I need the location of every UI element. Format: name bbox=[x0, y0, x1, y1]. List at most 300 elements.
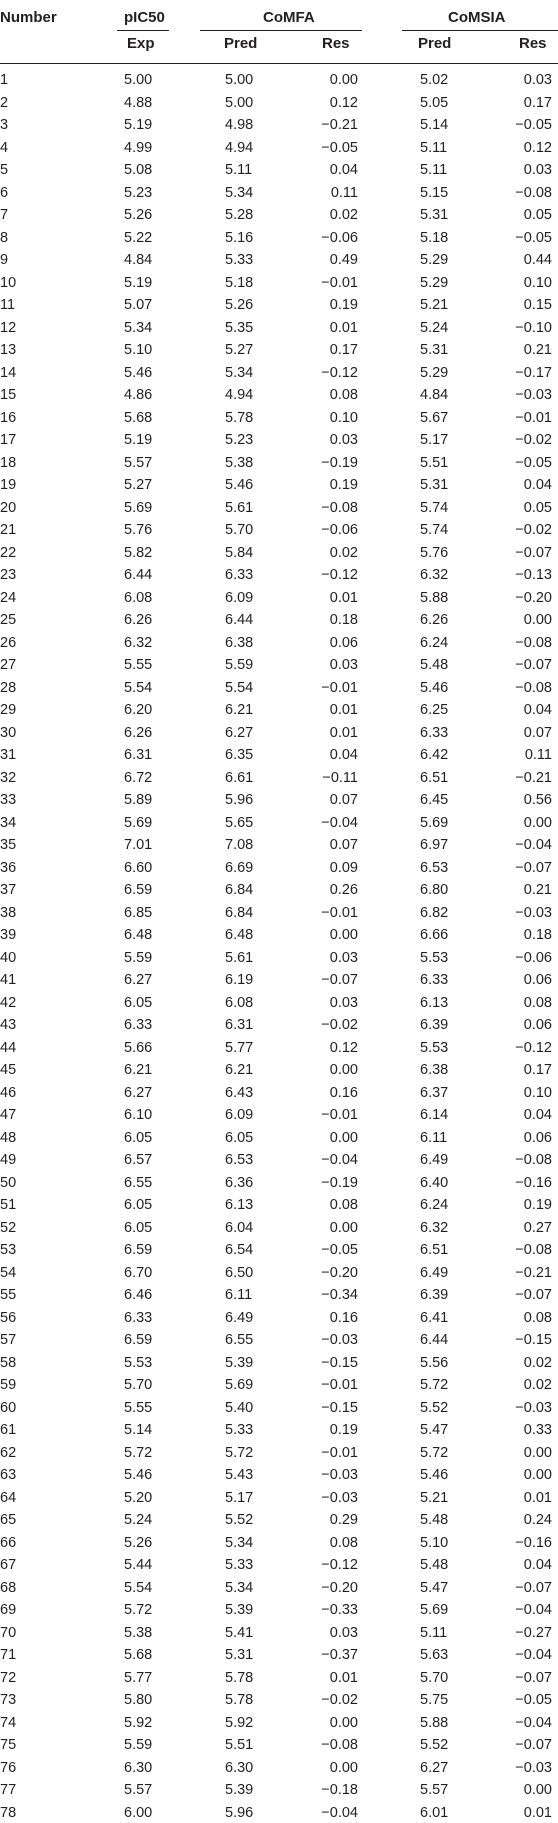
cell-comsia-pred: 6.39 bbox=[420, 1017, 448, 1033]
cell-pic50-exp: 5.19 bbox=[124, 432, 152, 448]
cell-number: 66 bbox=[0, 1535, 16, 1551]
cell-comsia-pred: 5.67 bbox=[420, 410, 448, 426]
cell-number: 28 bbox=[0, 680, 16, 696]
cell-comsia-pred: 6.97 bbox=[420, 837, 448, 853]
cell-comsia-pred: 6.33 bbox=[420, 725, 448, 741]
cell-number: 32 bbox=[0, 770, 16, 786]
cell-pic50-exp: 5.27 bbox=[124, 477, 152, 493]
cell-pic50-exp: 5.08 bbox=[124, 162, 152, 178]
table-row bbox=[0, 1171, 558, 1194]
cell-number: 60 bbox=[0, 1400, 16, 1416]
cell-comfa-pred: 6.55 bbox=[225, 1332, 253, 1348]
cell-number: 9 bbox=[0, 252, 8, 268]
cell-pic50-exp: 5.89 bbox=[124, 792, 152, 808]
cell-comsia-pred: 5.72 bbox=[420, 1445, 448, 1461]
cell-comfa-res: 0.06 bbox=[310, 635, 358, 651]
table-row bbox=[0, 698, 558, 721]
cell-pic50-exp: 6.05 bbox=[124, 1220, 152, 1236]
cell-comfa-res: −0.06 bbox=[310, 230, 358, 246]
cell-comsia-pred: 6.45 bbox=[420, 792, 448, 808]
cell-pic50-exp: 6.60 bbox=[124, 860, 152, 876]
cell-comfa-res: −0.01 bbox=[310, 1377, 358, 1393]
table-body bbox=[0, 68, 558, 1823]
cell-comsia-pred: 5.02 bbox=[420, 72, 448, 88]
table-row bbox=[0, 676, 558, 699]
cell-comsia-res: 0.03 bbox=[500, 72, 552, 88]
cell-pic50-exp: 5.07 bbox=[124, 297, 152, 313]
cell-comfa-pred: 5.35 bbox=[225, 320, 253, 336]
cell-comfa-res: 0.17 bbox=[310, 342, 358, 358]
cell-comfa-res: −0.07 bbox=[310, 972, 358, 988]
table-row bbox=[0, 1058, 558, 1081]
cell-comsia-res: 0.19 bbox=[500, 1197, 552, 1213]
cell-comfa-pred: 6.04 bbox=[225, 1220, 253, 1236]
table-row bbox=[0, 383, 558, 406]
cell-comfa-res: 0.00 bbox=[310, 927, 358, 943]
cell-number: 15 bbox=[0, 387, 16, 403]
cell-number: 70 bbox=[0, 1625, 16, 1641]
cell-comfa-res: 0.03 bbox=[310, 432, 358, 448]
cell-comsia-res: 0.08 bbox=[500, 995, 552, 1011]
cell-comsia-pred: 5.56 bbox=[420, 1355, 448, 1371]
table-row bbox=[0, 1396, 558, 1419]
cell-comsia-pred: 6.24 bbox=[420, 1197, 448, 1213]
cell-pic50-exp: 5.68 bbox=[124, 410, 152, 426]
header-number: Number bbox=[0, 9, 57, 27]
table-row bbox=[0, 1373, 558, 1396]
cell-number: 59 bbox=[0, 1377, 16, 1393]
cell-comfa-res: 0.09 bbox=[310, 860, 358, 876]
cell-number: 56 bbox=[0, 1310, 16, 1326]
cell-comsia-res: 0.56 bbox=[500, 792, 552, 808]
cell-comsia-res: −0.03 bbox=[500, 1760, 552, 1776]
table-row bbox=[0, 1531, 558, 1554]
cell-pic50-exp: 6.26 bbox=[124, 725, 152, 741]
cell-comfa-pred: 4.98 bbox=[225, 117, 253, 133]
cell-comsia-pred: 5.52 bbox=[420, 1400, 448, 1416]
cell-comfa-pred: 5.92 bbox=[225, 1715, 253, 1731]
cell-comsia-res: −0.07 bbox=[500, 1670, 552, 1686]
cell-comfa-res: 0.00 bbox=[310, 1062, 358, 1078]
cell-number: 76 bbox=[0, 1760, 16, 1776]
cell-pic50-exp: 5.57 bbox=[124, 455, 152, 471]
cell-comfa-pred: 5.17 bbox=[225, 1490, 253, 1506]
cell-comfa-res: 0.03 bbox=[310, 950, 358, 966]
cell-comsia-pred: 5.70 bbox=[420, 1670, 448, 1686]
cell-comfa-pred: 5.38 bbox=[225, 455, 253, 471]
cell-comfa-pred: 6.21 bbox=[225, 1062, 253, 1078]
cell-number: 46 bbox=[0, 1085, 16, 1101]
cell-number: 14 bbox=[0, 365, 16, 381]
cell-comfa-pred: 6.27 bbox=[225, 725, 253, 741]
cell-comsia-res: 0.44 bbox=[500, 252, 552, 268]
cell-comsia-pred: 6.39 bbox=[420, 1287, 448, 1303]
cell-number: 21 bbox=[0, 522, 16, 538]
cell-comsia-res: −0.04 bbox=[500, 1602, 552, 1618]
cell-pic50-exp: 5.38 bbox=[124, 1625, 152, 1641]
cell-comfa-pred: 5.39 bbox=[225, 1602, 253, 1618]
cell-number: 47 bbox=[0, 1107, 16, 1123]
cell-comfa-pred: 6.54 bbox=[225, 1242, 253, 1258]
table-row bbox=[0, 743, 558, 766]
cell-comfa-pred: 6.11 bbox=[225, 1287, 252, 1303]
table-row bbox=[0, 451, 558, 474]
cell-pic50-exp: 5.82 bbox=[124, 545, 152, 561]
cell-comfa-res: 0.19 bbox=[310, 297, 358, 313]
table-row bbox=[0, 428, 558, 451]
cell-comsia-res: 0.21 bbox=[500, 342, 552, 358]
cell-comfa-pred: 6.84 bbox=[225, 905, 253, 921]
header-rule bbox=[0, 63, 558, 64]
cell-comfa-pred: 6.13 bbox=[225, 1197, 253, 1213]
cell-pic50-exp: 6.27 bbox=[124, 1085, 152, 1101]
cell-pic50-exp: 6.20 bbox=[124, 702, 152, 718]
cell-pic50-exp: 5.59 bbox=[124, 950, 152, 966]
cell-comfa-res: −0.34 bbox=[310, 1287, 358, 1303]
cell-comsia-res: −0.05 bbox=[500, 1692, 552, 1708]
cell-number: 45 bbox=[0, 1062, 16, 1078]
cell-comsia-pred: 5.47 bbox=[420, 1422, 448, 1438]
table-row bbox=[0, 878, 558, 901]
cell-pic50-exp: 6.59 bbox=[124, 882, 152, 898]
cell-pic50-exp: 5.34 bbox=[124, 320, 152, 336]
cell-number: 27 bbox=[0, 657, 16, 673]
cell-comfa-res: 0.10 bbox=[310, 410, 358, 426]
cell-pic50-exp: 5.00 bbox=[124, 72, 152, 88]
cell-comsia-res: −0.08 bbox=[500, 1152, 552, 1168]
table-row bbox=[0, 1508, 558, 1531]
cell-comsia-pred: 5.21 bbox=[420, 297, 448, 313]
table-row bbox=[0, 226, 558, 249]
cell-comfa-res: 0.18 bbox=[310, 612, 358, 628]
cell-comfa-res: −0.21 bbox=[310, 117, 358, 133]
cell-pic50-exp: 6.57 bbox=[124, 1152, 152, 1168]
cell-comfa-res: −0.19 bbox=[310, 455, 358, 471]
cell-comsia-res: 0.10 bbox=[500, 1085, 552, 1101]
cell-pic50-exp: 5.72 bbox=[124, 1445, 152, 1461]
cell-pic50-exp: 6.33 bbox=[124, 1017, 152, 1033]
cell-number: 50 bbox=[0, 1175, 16, 1191]
table-row bbox=[0, 1801, 558, 1823]
cell-comsia-pred: 6.42 bbox=[420, 747, 448, 763]
cell-comfa-pred: 5.33 bbox=[225, 252, 253, 268]
cell-comsia-res: 0.12 bbox=[500, 140, 552, 156]
cell-comfa-res: −0.05 bbox=[310, 140, 358, 156]
cell-comsia-res: 0.06 bbox=[500, 1017, 552, 1033]
cell-comsia-pred: 5.63 bbox=[420, 1647, 448, 1663]
header-comfa: CoMFA bbox=[263, 9, 315, 27]
cell-comfa-pred: 5.84 bbox=[225, 545, 253, 561]
cell-comsia-res: −0.27 bbox=[500, 1625, 552, 1641]
cell-number: 37 bbox=[0, 882, 16, 898]
cell-number: 64 bbox=[0, 1490, 16, 1506]
cell-comfa-pred: 4.94 bbox=[225, 140, 253, 156]
cell-comfa-res: −0.20 bbox=[310, 1580, 358, 1596]
cell-comsia-res: −0.07 bbox=[500, 657, 552, 673]
cell-comfa-res: 0.16 bbox=[310, 1085, 358, 1101]
cell-comsia-res: 0.01 bbox=[500, 1490, 552, 1506]
cell-comsia-res: −0.17 bbox=[500, 365, 552, 381]
cell-comfa-pred: 6.09 bbox=[225, 590, 253, 606]
cell-number: 12 bbox=[0, 320, 16, 336]
table-row bbox=[0, 113, 558, 136]
cell-comsia-res: −0.06 bbox=[500, 950, 552, 966]
cell-comfa-res: 0.08 bbox=[310, 1197, 358, 1213]
table-row bbox=[0, 1103, 558, 1126]
cell-comfa-res: −0.02 bbox=[310, 1692, 358, 1708]
cell-comfa-pred: 6.35 bbox=[225, 747, 253, 763]
cell-comsia-pred: 5.11 bbox=[420, 162, 447, 178]
cell-comsia-pred: 5.88 bbox=[420, 1715, 448, 1731]
cell-comsia-pred: 6.66 bbox=[420, 927, 448, 943]
cell-comsia-pred: 5.51 bbox=[420, 455, 448, 471]
cell-number: 48 bbox=[0, 1130, 16, 1146]
cell-comfa-pred: 5.33 bbox=[225, 1557, 253, 1573]
table-row bbox=[0, 541, 558, 564]
cell-comfa-res: 0.07 bbox=[310, 837, 358, 853]
cell-comfa-res: 0.12 bbox=[310, 95, 358, 111]
cell-comfa-pred: 5.39 bbox=[225, 1782, 253, 1798]
cell-pic50-exp: 5.54 bbox=[124, 1580, 152, 1596]
cell-comfa-pred: 6.36 bbox=[225, 1175, 253, 1191]
cell-number: 49 bbox=[0, 1152, 16, 1168]
table-row bbox=[0, 1328, 558, 1351]
cell-pic50-exp: 4.99 bbox=[124, 140, 152, 156]
cell-comsia-pred: 5.24 bbox=[420, 320, 448, 336]
cell-comsia-res: −0.08 bbox=[500, 680, 552, 696]
cell-pic50-exp: 6.08 bbox=[124, 590, 152, 606]
cell-number: 11 bbox=[0, 297, 15, 313]
cell-comsia-res: 0.05 bbox=[500, 207, 552, 223]
cell-number: 63 bbox=[0, 1467, 16, 1483]
cell-comsia-pred: 5.74 bbox=[420, 500, 448, 516]
table-row bbox=[0, 316, 558, 339]
cell-comsia-res: 0.07 bbox=[500, 725, 552, 741]
cell-comfa-res: 0.00 bbox=[310, 1130, 358, 1146]
cell-comfa-pred: 5.72 bbox=[225, 1445, 253, 1461]
cell-comsia-res: 0.04 bbox=[500, 702, 552, 718]
cell-pic50-exp: 5.44 bbox=[124, 1557, 152, 1573]
cell-comsia-pred: 6.53 bbox=[420, 860, 448, 876]
cell-number: 10 bbox=[0, 275, 16, 291]
cell-number: 68 bbox=[0, 1580, 16, 1596]
cell-comfa-res: 0.04 bbox=[310, 747, 358, 763]
cell-comsia-pred: 5.11 bbox=[420, 140, 447, 156]
cell-comfa-pred: 6.43 bbox=[225, 1085, 253, 1101]
cell-comfa-pred: 5.34 bbox=[225, 1535, 253, 1551]
cell-comsia-res: −0.10 bbox=[500, 320, 552, 336]
cell-number: 34 bbox=[0, 815, 16, 831]
cell-comfa-res: −0.01 bbox=[310, 1445, 358, 1461]
table-row bbox=[0, 788, 558, 811]
cell-comsia-res: 0.08 bbox=[500, 1310, 552, 1326]
cell-comsia-pred: 6.26 bbox=[420, 612, 448, 628]
cell-number: 72 bbox=[0, 1670, 16, 1686]
cell-comsia-res: −0.15 bbox=[500, 1332, 552, 1348]
table-row bbox=[0, 68, 558, 91]
cell-number: 36 bbox=[0, 860, 16, 876]
header-comsia-res: Res bbox=[519, 35, 547, 53]
cell-comfa-pred: 6.19 bbox=[225, 972, 253, 988]
cell-comfa-pred: 5.16 bbox=[225, 230, 253, 246]
cell-comfa-pred: 5.61 bbox=[225, 950, 253, 966]
table-row bbox=[0, 91, 558, 114]
cell-comsia-res: −0.07 bbox=[500, 1737, 552, 1753]
cell-comfa-res: −0.15 bbox=[310, 1355, 358, 1371]
cell-comsia-res: 0.00 bbox=[500, 1445, 552, 1461]
cell-comsia-res: 0.15 bbox=[500, 297, 552, 313]
table-row bbox=[0, 991, 558, 1014]
cell-comfa-res: 0.26 bbox=[310, 882, 358, 898]
cell-pic50-exp: 5.69 bbox=[124, 500, 152, 516]
cell-comsia-res: −0.21 bbox=[500, 1265, 552, 1281]
cell-pic50-exp: 5.68 bbox=[124, 1647, 152, 1663]
cell-pic50-exp: 5.69 bbox=[124, 815, 152, 831]
table-row bbox=[0, 653, 558, 676]
cell-comsia-res: −0.08 bbox=[500, 1242, 552, 1258]
table-row bbox=[0, 608, 558, 631]
cell-comfa-pred: 5.54 bbox=[225, 680, 253, 696]
cell-comfa-pred: 5.46 bbox=[225, 477, 253, 493]
cell-pic50-exp: 6.55 bbox=[124, 1175, 152, 1191]
cell-number: 20 bbox=[0, 500, 16, 516]
table-row bbox=[0, 1441, 558, 1464]
cell-comsia-pred: 5.47 bbox=[420, 1580, 448, 1596]
cell-comfa-pred: 6.61 bbox=[225, 770, 253, 786]
cell-comsia-res: 0.04 bbox=[500, 1107, 552, 1123]
cell-comsia-pred: 5.48 bbox=[420, 1557, 448, 1573]
table-row bbox=[0, 586, 558, 609]
cell-comfa-pred: 5.96 bbox=[225, 1805, 253, 1821]
table-row bbox=[0, 1486, 558, 1509]
table-row bbox=[0, 766, 558, 789]
cell-comsia-pred: 6.25 bbox=[420, 702, 448, 718]
cell-comsia-res: 0.06 bbox=[500, 1130, 552, 1146]
cell-comsia-pred: 6.24 bbox=[420, 635, 448, 651]
cell-comsia-res: 0.05 bbox=[500, 500, 552, 516]
cell-comfa-pred: 7.08 bbox=[225, 837, 253, 853]
cell-comsia-res: 0.01 bbox=[500, 1805, 552, 1821]
header-exp: Exp bbox=[127, 35, 155, 53]
cell-number: 69 bbox=[0, 1602, 16, 1618]
cell-comfa-res: −0.08 bbox=[310, 1737, 358, 1753]
cell-comsia-pred: 5.31 bbox=[420, 342, 448, 358]
cell-comfa-pred: 5.61 bbox=[225, 500, 253, 516]
cell-comsia-res: −0.21 bbox=[500, 770, 552, 786]
cell-comsia-res: 0.00 bbox=[500, 1782, 552, 1798]
cell-comfa-pred: 4.94 bbox=[225, 387, 253, 403]
cell-pic50-exp: 6.27 bbox=[124, 972, 152, 988]
cell-comfa-pred: 6.30 bbox=[225, 1760, 253, 1776]
cell-comsia-res: 0.00 bbox=[500, 1467, 552, 1483]
cell-comsia-pred: 6.49 bbox=[420, 1152, 448, 1168]
cell-comfa-res: −0.05 bbox=[310, 1242, 358, 1258]
cell-pic50-exp: 5.53 bbox=[124, 1355, 152, 1371]
cell-comfa-res: 0.49 bbox=[310, 252, 358, 268]
cell-comsia-res: 0.02 bbox=[500, 1377, 552, 1393]
cell-comsia-pred: 5.15 bbox=[420, 185, 448, 201]
cell-comsia-pred: 5.69 bbox=[420, 815, 448, 831]
cell-number: 6 bbox=[0, 185, 8, 201]
table-row bbox=[0, 1598, 558, 1621]
cell-number: 5 bbox=[0, 162, 8, 178]
cell-number: 74 bbox=[0, 1715, 16, 1731]
cell-pic50-exp: 5.55 bbox=[124, 657, 152, 673]
cell-number: 42 bbox=[0, 995, 16, 1011]
cell-comsia-res: −0.12 bbox=[500, 1040, 552, 1056]
cell-comsia-res: −0.20 bbox=[500, 590, 552, 606]
table-row bbox=[0, 1013, 558, 1036]
cell-number: 31 bbox=[0, 747, 16, 763]
cell-comfa-pred: 6.69 bbox=[225, 860, 253, 876]
table-row bbox=[0, 1688, 558, 1711]
cell-pic50-exp: 4.84 bbox=[124, 252, 152, 268]
table-row bbox=[0, 473, 558, 496]
cell-comfa-pred: 5.39 bbox=[225, 1355, 253, 1371]
cell-comsia-pred: 6.41 bbox=[420, 1310, 448, 1326]
cell-comsia-pred: 6.37 bbox=[420, 1085, 448, 1101]
table-row bbox=[0, 1238, 558, 1261]
cell-comfa-res: 0.03 bbox=[310, 1625, 358, 1641]
cell-comfa-res: 0.01 bbox=[310, 320, 358, 336]
cell-number: 52 bbox=[0, 1220, 16, 1236]
cell-comsia-pred: 6.27 bbox=[420, 1760, 448, 1776]
table-row bbox=[0, 1643, 558, 1666]
cell-comfa-pred: 6.33 bbox=[225, 567, 253, 583]
cell-comsia-pred: 5.57 bbox=[420, 1782, 448, 1798]
cell-comsia-res: 0.00 bbox=[500, 612, 552, 628]
cell-comsia-pred: 6.33 bbox=[420, 972, 448, 988]
cell-number: 25 bbox=[0, 612, 16, 628]
cell-comsia-pred: 5.29 bbox=[420, 365, 448, 381]
header-comfa-pred: Pred bbox=[224, 35, 257, 53]
cell-comsia-pred: 5.53 bbox=[420, 950, 448, 966]
cell-pic50-exp: 5.55 bbox=[124, 1400, 152, 1416]
table-row bbox=[0, 203, 558, 226]
cell-number: 4 bbox=[0, 140, 8, 156]
cell-pic50-exp: 7.01 bbox=[124, 837, 152, 853]
cell-comfa-pred: 5.00 bbox=[225, 95, 253, 111]
cell-comfa-res: −0.01 bbox=[310, 680, 358, 696]
cell-comsia-res: −0.07 bbox=[500, 1287, 552, 1303]
header-comsia: CoMSIA bbox=[448, 9, 506, 27]
cell-pic50-exp: 6.48 bbox=[124, 927, 152, 943]
cell-comfa-pred: 6.08 bbox=[225, 995, 253, 1011]
cell-pic50-exp: 4.88 bbox=[124, 95, 152, 111]
cell-comsia-pred: 5.48 bbox=[420, 657, 448, 673]
cell-comfa-res: 0.19 bbox=[310, 1422, 358, 1438]
cell-pic50-exp: 5.70 bbox=[124, 1377, 152, 1393]
cell-number: 24 bbox=[0, 590, 16, 606]
cell-number: 30 bbox=[0, 725, 16, 741]
cell-comsia-res: 0.18 bbox=[500, 927, 552, 943]
data-table bbox=[0, 0, 558, 63]
cell-comsia-res: −0.04 bbox=[500, 1715, 552, 1731]
table-row bbox=[0, 1621, 558, 1644]
table-row bbox=[0, 338, 558, 361]
cell-comfa-pred: 5.70 bbox=[225, 522, 253, 538]
cell-comsia-pred: 5.48 bbox=[420, 1512, 448, 1528]
cell-comfa-res: −0.03 bbox=[310, 1467, 358, 1483]
cell-comfa-res: 0.04 bbox=[310, 162, 358, 178]
cell-number: 3 bbox=[0, 117, 8, 133]
cell-comsia-pred: 6.14 bbox=[420, 1107, 448, 1123]
table-row bbox=[0, 1148, 558, 1171]
cell-pic50-exp: 5.10 bbox=[124, 342, 152, 358]
cell-number: 22 bbox=[0, 545, 16, 561]
cell-comsia-pred: 5.29 bbox=[420, 275, 448, 291]
cell-number: 41 bbox=[0, 972, 16, 988]
